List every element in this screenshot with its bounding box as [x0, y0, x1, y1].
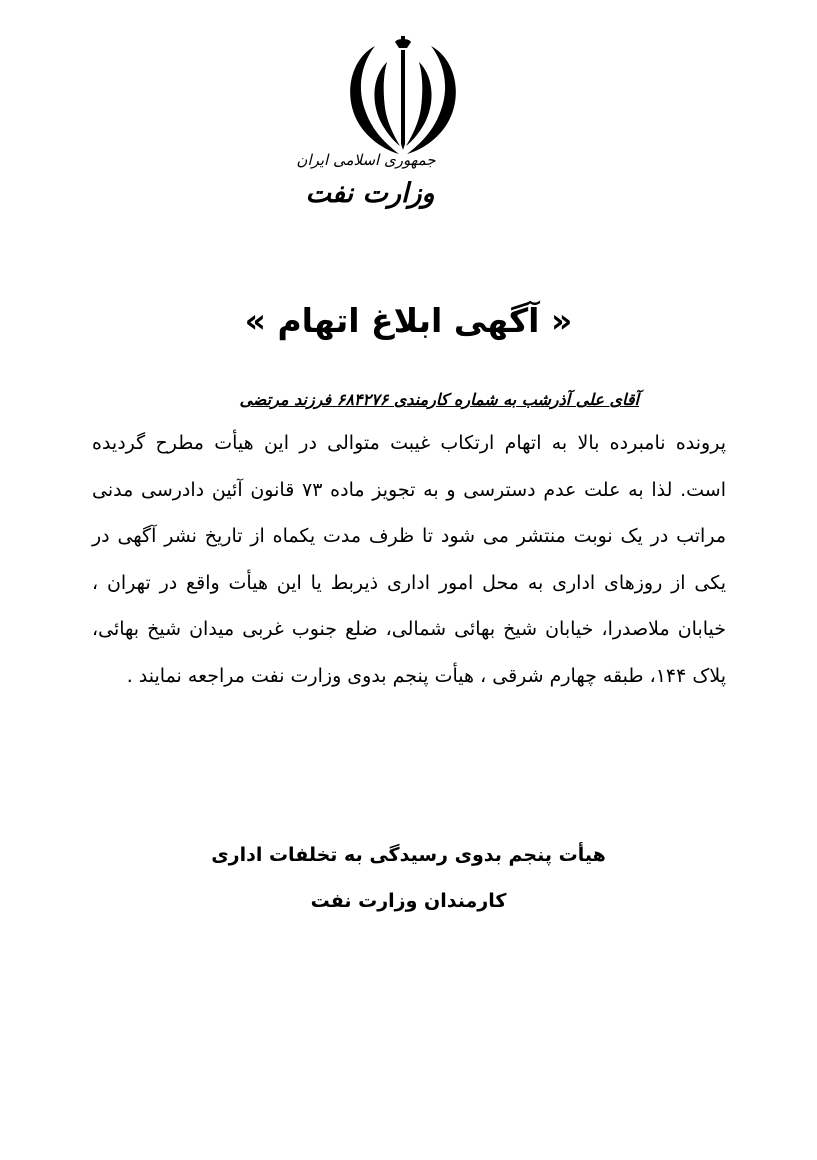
notice-title: « آگهی ابلاغ اتهام »: [244, 301, 573, 340]
signature-line-1: هیأت پنجم بدوی رسیدگی به تخلفات اداری: [211, 844, 606, 866]
republic-name: جمهوری اسلامی ایران: [296, 151, 436, 169]
notice-body: پرونده نامبرده بالا به اتهام ارتکاب غیبت متوالی در این هیأت مطرح گردیده است. لذا به علت عدم دسترسی و به تجویز ماده ۷۳ قانون آئین دادرسی مدنی مراتب در یک نوبت منتشر می شود تا ظرف مدت یکماه از تاریخ نشر آگهی در یکی از روزهای اداری به محل امور اداری ذیربط یا این هیأت واقع در تهران ، خیابان ملاصدرا، خیابان شیخ بهائی شمالی، ضلع جنوب غربی میدان شیخ بهائی، پلاک ۱۴۴، طبقه چهارم شرقی ، هیأت پنجم بدوی وزارت نفت مراجعه نمایند .: [92, 432, 726, 687]
notice-subject: آقای علی آذرشب به شماره کارمندی ۶۸۴۲۷۶ فرزند مرتضی: [239, 390, 639, 409]
iran-emblem-icon: [341, 36, 465, 156]
signature-line-2: کارمندان وزارت نفت: [310, 890, 507, 912]
ministry-header: [290, 150, 470, 212]
ministry-name: وزارت نفت: [305, 178, 435, 209]
